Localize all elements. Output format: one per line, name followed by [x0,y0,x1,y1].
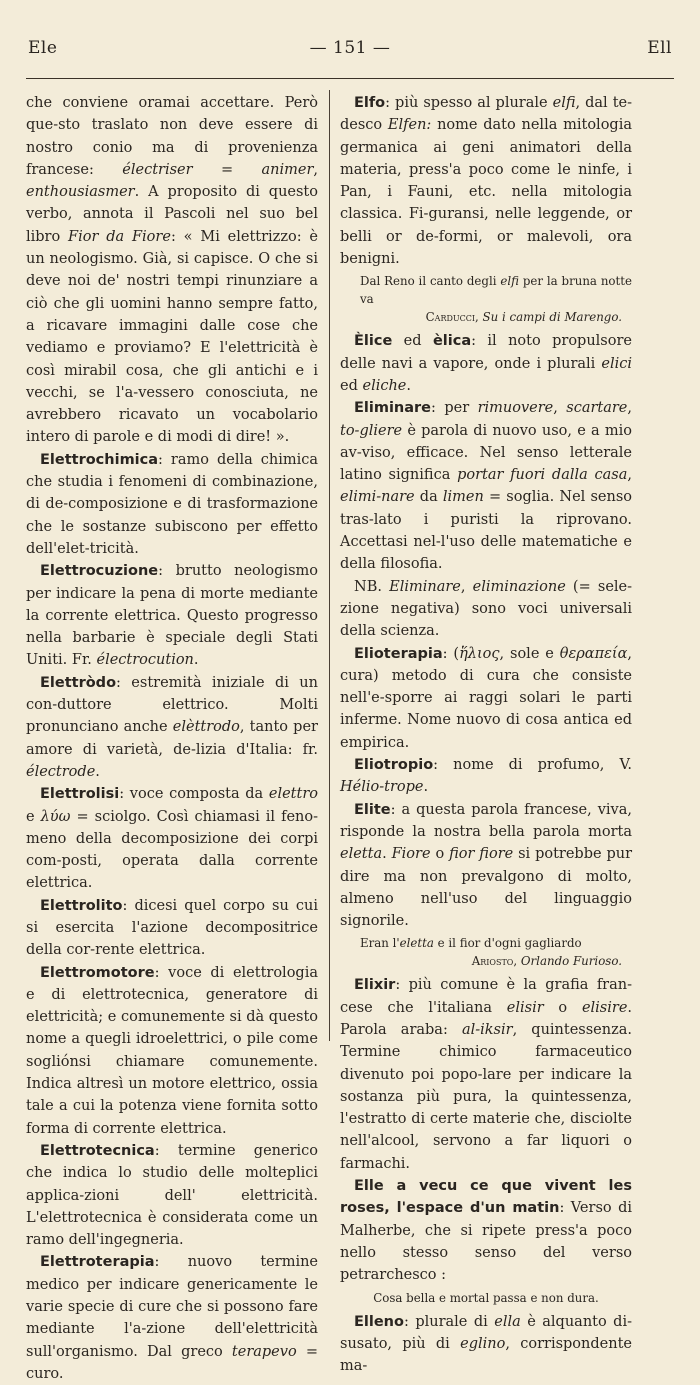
column-divider [329,90,330,1041]
header-left-guideword: Ele [28,38,58,58]
header-right-guideword: Ell [647,38,672,58]
headword: Elettrocuzione [40,563,159,580]
headword: Elettrotecnica [40,1142,155,1159]
headword: Elettrolito [40,897,123,914]
entry-eliminare: Eliminare: per rimuovere, scartare, to-gliere è parola di nuovo uso, e a mio av-viso, efficace. Nel senso letterale latino significa portar fuori dalla casa, elimi-nare da limen = soglia. Nel senso tras-lato i puristi la riprovano. Accettasi nel-l'uso delle matematiche e della filosofia. [340,400,632,573]
headword: Elleno [354,1313,404,1330]
headword: Elioterapia [354,645,443,662]
entry-elettroterapia: Elettroterapia: nuovo termine medico per indicare genericamente le varie specie di cure che si possono fare mediante l'a-zione dell'elettricità sull'organismo. Dal greco terapevo = curo. [26,1254,318,1382]
entry-elioterapia: Elioterapia: (ἥλιος, sole e θεραπεία, cura) metodo di cura che consiste nell'e-sporre ai raggi solari le parti inferme. Nome nuovo di cosa antica ed empirica. [340,645,632,751]
quotation-source: Carducci, Su i campi di Marengo. [425,310,622,325]
quotation: Cosa bella e mortal passa e non dura. [373,1290,599,1305]
headword: Eliminare [354,400,432,417]
entry-elettrolisi: Elettrolisi: voce composta da elettro e λύω = sciolgo. Così chiamasi il feno-meno della decomposizione dei corpi com-posti, operata dalla corrente elettrica. [26,786,318,892]
headword: Elixir [354,977,396,994]
entry-elfo: Elfo: più spesso al plurale elfi, dal te-desco Elfen: nome dato nella mitologia germanica ai geni animatori della materia, press'a poco come le ninfe, i Pan, i Fauni, etc. nella mitologia classica. Fi-guransi, nelle leggende, or belli or de-formi, or malevoli, ora benigni. [340,95,632,268]
entry-elice: Èlice ed èlica: il noto propulsore delle navi a vapore, onde i plurali elici ed eliche. [340,333,632,394]
left-column [26,92,318,1385]
entry-elettrotecnica: Elettrotecnica: termine generico che indica lo studio delle molteplici applica-zioni dell' elettricità. L'elettrotecnica è considerata come un ramo dell'ingegneria. [26,1142,318,1249]
quotation-source: Ariosto, Orlando Furioso. [471,954,622,969]
entry-elettrocuzione: Elettrocuzione: brutto neologismo per indicare la pena di morte mediante la corrente elettrica. Questo progresso nella barbarie è speciale degli Stati Uniti. Fr. électrocution. [26,563,318,669]
headword: Elettromotore [40,964,155,981]
right-column [340,92,632,1377]
headword: Elite [354,801,391,818]
entry-elettrolito: Elettrolito: dicesi quel corpo su cui si esercita l'azione decompositrice della cor-rente elettrica. [26,897,318,959]
headword: Elettròdo [40,674,117,691]
page-header [28,34,672,62]
headword: Elfo [354,95,386,111]
headword: Elettrolisi [40,786,120,803]
entry-elleno: Elleno: plurale di ella è alquanto di-susato, più di eglino, corrispondente ma- [340,1313,632,1375]
entry-elettromotore: Elettromotore: voce di elettrologia e di elettrotecnica, generatore di elettricità; e comunemente si dà questo nome a quegli idroelettrici, o pile come sogliónsi chiamare comunemente. Indica altresì un motore elettrico, ossia tale a cui la potenza viene fornita sotto forma di corrente elettrica. [26,964,318,1137]
entry-nb: NB. Eliminare, eliminazione (= sele-zione negativa) sono voci universali della scienza. [340,578,633,640]
quotation: Dal Reno il canto degli elfi per la bruna notte va Carducci, Su i campi di Marengo. [360,274,632,325]
entry-elettrochimica: Elettrochimica: ramo della chimica che studia i fenomeni di combinazione, di de-composizione e di trasformazione che le sostanze subiscono per effetto dell'elet-tricità. [26,451,318,557]
page-number: — 151 — [309,38,391,58]
entry-eliotropio: Eliotropio: nome di profumo, V. Hélio-trope. [340,757,632,796]
headword: Elettroterapia [40,1254,155,1271]
headword: Èlice [354,333,393,350]
quotation: Eran l'eletta e il fior d'ogni gagliardo Ariosto, Orlando Furioso. [340,934,632,970]
entry-elite: Elite: a questa parola francese, viva, risponde la nostra bella parola morta eletta. Fiore o fior fiore si potrebbe pur dire ma non prevalgono di molto, almeno nell'uso del linguaggio signorile. [340,801,633,930]
entry-elettrodo: Elettròdo: estremità iniziale di un con-duttore elettrico. Molti pronunciano anche elèttrodo, tanto per amore di varietà, de-lizia d'Italia: fr. électrode. [26,674,318,780]
entry-continuation: che conviene oramai accettare. Però que-sto traslato non deve essere di nostro conio ma di provenienza francese: électriser = animer, enthousiasmer. A proposito di questo verbo, annota il Pascoli nel suo bel libro Fior da Fiore: « Mi elettrizzo: è un neologismo. Già, si capisce. O che si deve noi de' nostri tempi rinunziare a ciò che gli uomini hanno sempre fatto, a ricavare immagini dalle cose che vediamo e proviamo? E l'elettricità è così mirabil cosa, che gli antichi e i vecchi, se l'a-vessero conosciuta, ne avrebbero ricavato un vocabolario intero di parole e di modi di dire! ». [26,95,318,446]
headword: Eliotropio [354,757,434,774]
entry-elle-a-vecu: Elle a vecu ce que vivent les roses, l'espace d'un matin: Verso di Malherbe, che si ripete press'a poco nello stesso senso del verso petrarchesco : [340,1178,632,1284]
headword: Elettrochimica [40,451,159,468]
headword: Elle a vecu ce que vivent les roses, l'espace d'un matin [340,1178,632,1217]
entry-elixir: Elixir: più comune è la grafia fran-cese che l'italiana elisir o elisire. Parola araba: al-iksir, quintessenza. Termine chimico farmaceutico divenuto poi popo-lare per indicare la sostanza più pura, la quintessenza, l'estratto di certe materie che, disciolte nell'alcool, servono a far liquori o farmachi. [340,977,633,1172]
header-rule [26,78,674,79]
